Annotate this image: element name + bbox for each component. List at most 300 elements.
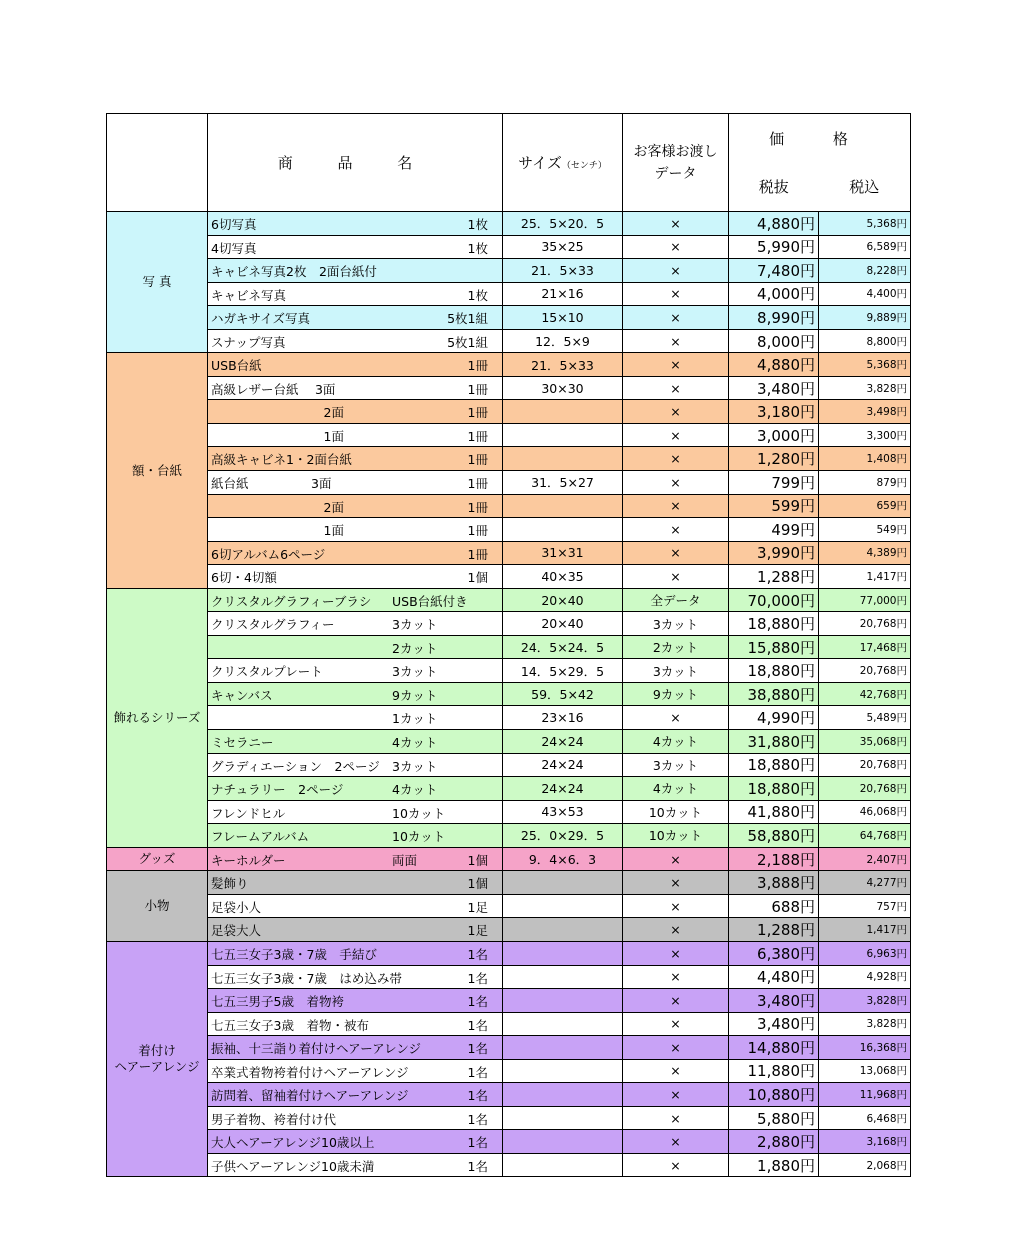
price-tax-excluded: 7,480円 bbox=[729, 259, 819, 283]
price-tax-included: 879円 bbox=[819, 471, 911, 495]
price-tax-included: 4,389円 bbox=[819, 541, 911, 565]
product-name: 1面 bbox=[211, 523, 344, 539]
price-tax-included: 13,068円 bbox=[819, 1059, 911, 1083]
size-cell bbox=[503, 989, 623, 1013]
price-tax-excluded: 688円 bbox=[729, 894, 819, 918]
product-name: グラディエーション 2ページ bbox=[211, 758, 380, 774]
size-cell bbox=[503, 1083, 623, 1107]
price-tax-included: 11,968円 bbox=[819, 1083, 911, 1107]
price-tax-excluded: 499円 bbox=[729, 518, 819, 542]
product-name: 足袋小人 bbox=[211, 899, 262, 915]
product-name-cell bbox=[208, 941, 503, 965]
delivery-data-cell: × bbox=[623, 541, 729, 565]
header-product-name: 商 品 名 bbox=[208, 114, 503, 212]
delivery-data-cell: × bbox=[623, 1012, 729, 1036]
category-label bbox=[107, 212, 208, 353]
price-tax-excluded: 1,288円 bbox=[729, 918, 819, 942]
product-name-cell bbox=[208, 494, 503, 518]
product-quantity: 5枚1組 bbox=[447, 311, 488, 327]
price-tax-included: 8,800円 bbox=[819, 329, 911, 353]
size-cell bbox=[503, 1012, 623, 1036]
product-name: 髪飾り bbox=[211, 876, 249, 892]
product-name-cell bbox=[208, 212, 503, 236]
product-name: ハガキサイズ写真 bbox=[211, 311, 311, 327]
size-cell: 24×24 bbox=[503, 777, 623, 801]
table-row bbox=[107, 1036, 911, 1060]
delivery-data-cell: × bbox=[623, 471, 729, 495]
header-size bbox=[503, 114, 623, 212]
header-size-unit: （センチ） bbox=[561, 161, 607, 171]
product-quantity: 1名 bbox=[467, 970, 488, 986]
delivery-data-cell: 全データ bbox=[623, 588, 729, 612]
product-quantity: 1名 bbox=[467, 1111, 488, 1127]
product-name: 足袋大人 bbox=[211, 923, 262, 939]
size-cell: 35×25 bbox=[503, 235, 623, 259]
price-tax-excluded: 18,880円 bbox=[729, 753, 819, 777]
price-tax-excluded: 31,880円 bbox=[729, 730, 819, 754]
price-tax-included: 3,828円 bbox=[819, 989, 911, 1013]
product-quantity: 1冊 bbox=[467, 381, 488, 397]
table-row bbox=[107, 800, 911, 824]
delivery-data-cell: × bbox=[623, 1130, 729, 1154]
table-row bbox=[107, 659, 911, 683]
delivery-data-cell: × bbox=[623, 989, 729, 1013]
product-name-cell bbox=[208, 471, 503, 495]
price-tax-excluded: 18,880円 bbox=[729, 612, 819, 636]
category-label-line: ヘアーアレンジ bbox=[114, 1059, 200, 1075]
header-category bbox=[107, 114, 208, 212]
product-name-cell bbox=[208, 612, 503, 636]
header-data-line2: データ bbox=[654, 165, 697, 182]
table-row bbox=[107, 730, 911, 754]
table-row bbox=[107, 894, 911, 918]
product-name: USB台紙 bbox=[211, 358, 262, 374]
price-tax-included: 6,963円 bbox=[819, 941, 911, 965]
table-row bbox=[107, 1106, 911, 1130]
header-price-label: 価 格 bbox=[769, 129, 870, 148]
product-quantity: 1冊 bbox=[467, 523, 488, 539]
price-tax-excluded: 4,990円 bbox=[729, 706, 819, 730]
product-name: 6切・4切額 bbox=[211, 570, 277, 586]
price-tax-excluded: 3,000円 bbox=[729, 423, 819, 447]
size-cell bbox=[503, 518, 623, 542]
size-cell: 23×16 bbox=[503, 706, 623, 730]
price-tax-included: 3,300円 bbox=[819, 423, 911, 447]
product-quantity: 1枚 bbox=[467, 217, 488, 232]
product-name: 振袖、十三詣り着付けヘアーアレンジ bbox=[211, 1041, 422, 1057]
price-tax-included: 5,368円 bbox=[819, 353, 911, 377]
price-tax-excluded: 18,880円 bbox=[729, 777, 819, 801]
delivery-data-cell: × bbox=[623, 306, 729, 330]
price-tax-included: 3,498円 bbox=[819, 400, 911, 424]
price-tax-excluded: 3,180円 bbox=[729, 400, 819, 424]
size-cell bbox=[503, 423, 623, 447]
price-tax-excluded: 3,480円 bbox=[729, 376, 819, 400]
product-name-cell bbox=[208, 447, 503, 471]
delivery-data-cell: × bbox=[623, 871, 729, 895]
delivery-data-cell: × bbox=[623, 235, 729, 259]
product-name: 七五三女子3歳 着物・被布 bbox=[211, 1017, 369, 1033]
delivery-data-cell: × bbox=[623, 1036, 729, 1060]
product-name: 高級キャビネ1・2面台紙 bbox=[211, 452, 352, 468]
size-cell: 24×24 bbox=[503, 730, 623, 754]
product-variant: 10カット bbox=[392, 829, 446, 845]
product-variant: 両面 bbox=[392, 852, 418, 868]
size-cell bbox=[503, 1059, 623, 1083]
price-tax-included: 64,768円 bbox=[819, 824, 911, 848]
table-body bbox=[107, 212, 911, 1177]
table-row bbox=[107, 541, 911, 565]
price-tax-excluded: 11,880円 bbox=[729, 1059, 819, 1083]
product-name: 七五三女子3歳・7歳 手結び bbox=[211, 946, 377, 962]
table-row bbox=[107, 1059, 911, 1083]
product-quantity: 1冊 bbox=[467, 476, 488, 492]
delivery-data-cell: 2カット bbox=[623, 635, 729, 659]
product-quantity: 1名 bbox=[467, 994, 488, 1010]
product-quantity: 1名 bbox=[467, 1088, 488, 1104]
table-row bbox=[107, 635, 911, 659]
product-variant: 3カット bbox=[392, 617, 438, 633]
table-row bbox=[107, 753, 911, 777]
delivery-data-cell: × bbox=[623, 423, 729, 447]
price-tax-excluded: 15,880円 bbox=[729, 635, 819, 659]
size-cell: 40×35 bbox=[503, 565, 623, 589]
product-name: 2面 bbox=[211, 405, 344, 421]
price-tax-excluded: 4,880円 bbox=[729, 212, 819, 236]
product-variant: 4カット bbox=[392, 782, 438, 798]
product-name: 男子着物、袴着付け代 bbox=[211, 1111, 337, 1127]
product-name-cell bbox=[208, 1059, 503, 1083]
price-tax-included: 16,368円 bbox=[819, 1036, 911, 1060]
price-tax-included: 4,277円 bbox=[819, 871, 911, 895]
product-name: 七五三男子5歳 着物袴 bbox=[211, 994, 344, 1010]
product-name-cell bbox=[208, 235, 503, 259]
table-row bbox=[107, 518, 911, 542]
size-cell: 15×10 bbox=[503, 306, 623, 330]
delivery-data-cell: 4カット bbox=[623, 730, 729, 754]
delivery-data-cell: × bbox=[623, 1059, 729, 1083]
delivery-data-cell: 3カット bbox=[623, 753, 729, 777]
product-name: クリスタルグラフィー bbox=[211, 617, 335, 633]
size-cell bbox=[503, 1106, 623, 1130]
header-size-label: サイズ bbox=[518, 154, 562, 172]
price-tax-included: 77,000円 bbox=[819, 588, 911, 612]
price-tax-included: 5,489円 bbox=[819, 706, 911, 730]
price-tax-included: 1,408円 bbox=[819, 447, 911, 471]
delivery-data-cell: × bbox=[623, 941, 729, 965]
price-tax-excluded: 38,880円 bbox=[729, 682, 819, 706]
size-cell: 24．5×24．5 bbox=[503, 635, 623, 659]
product-name-cell bbox=[208, 541, 503, 565]
size-cell bbox=[503, 941, 623, 965]
size-cell: 30×30 bbox=[503, 376, 623, 400]
product-name: クリスタルプレート bbox=[211, 664, 323, 680]
delivery-data-cell: × bbox=[623, 1083, 729, 1107]
product-quantity: 1冊 bbox=[467, 358, 488, 374]
header-row bbox=[107, 114, 911, 163]
product-name: 6切写真 bbox=[211, 217, 257, 232]
price-tax-excluded: 8,990円 bbox=[729, 306, 819, 330]
category-label-line: 飾れるシリーズ bbox=[113, 709, 201, 725]
size-cell bbox=[503, 494, 623, 518]
size-cell: 20×40 bbox=[503, 612, 623, 636]
price-tax-included: 42,768円 bbox=[819, 682, 911, 706]
product-name-cell bbox=[208, 353, 503, 377]
product-name-cell bbox=[208, 659, 503, 683]
size-cell: 14．5×29．5 bbox=[503, 659, 623, 683]
product-name-cell bbox=[208, 306, 503, 330]
product-name: ナチュラリー 2ページ bbox=[211, 782, 344, 798]
table-row bbox=[107, 400, 911, 424]
table-row bbox=[107, 306, 911, 330]
product-name-cell bbox=[208, 1153, 503, 1177]
product-name-cell bbox=[208, 777, 503, 801]
price-tax-included: 2,407円 bbox=[819, 847, 911, 871]
table-row bbox=[107, 329, 911, 353]
product-quantity: 1枚 bbox=[467, 287, 488, 303]
product-name-cell bbox=[208, 682, 503, 706]
price-tax-excluded: 14,880円 bbox=[729, 1036, 819, 1060]
product-name: 七五三女子3歳・7歳 はめ込み帯 bbox=[211, 970, 402, 986]
product-variant: USB台紙付き bbox=[392, 593, 468, 609]
price-tax-included: 6,468円 bbox=[819, 1106, 911, 1130]
size-cell: 24×24 bbox=[503, 753, 623, 777]
price-tax-included: 3,168円 bbox=[819, 1130, 911, 1154]
price-tax-included: 17,468円 bbox=[819, 635, 911, 659]
product-name: ミセラニー bbox=[211, 735, 274, 751]
size-cell: 21．5×33 bbox=[503, 259, 623, 283]
product-name-cell bbox=[208, 400, 503, 424]
price-tax-excluded: 6,380円 bbox=[729, 941, 819, 965]
product-name-cell bbox=[208, 965, 503, 989]
product-name-cell bbox=[208, 376, 503, 400]
table-row bbox=[107, 989, 911, 1013]
product-name-cell bbox=[208, 706, 503, 730]
delivery-data-cell: × bbox=[623, 918, 729, 942]
price-tax-included: 6,589円 bbox=[819, 235, 911, 259]
table-row bbox=[107, 777, 911, 801]
size-cell bbox=[503, 1130, 623, 1154]
product-name: キャビネ写真 bbox=[211, 287, 287, 303]
delivery-data-cell: × bbox=[623, 494, 729, 518]
delivery-data-cell: × bbox=[623, 329, 729, 353]
price-tax-included: 4,928円 bbox=[819, 965, 911, 989]
size-cell bbox=[503, 918, 623, 942]
product-quantity: 1名 bbox=[467, 1041, 488, 1057]
table-row bbox=[107, 1153, 911, 1177]
price-tax-excluded: 4,480円 bbox=[729, 965, 819, 989]
size-cell bbox=[503, 1036, 623, 1060]
price-tax-excluded: 3,480円 bbox=[729, 989, 819, 1013]
table-row bbox=[107, 612, 911, 636]
price-tax-excluded: 70,000円 bbox=[729, 588, 819, 612]
product-name: キャンバス bbox=[211, 687, 273, 703]
size-cell: 20×40 bbox=[503, 588, 623, 612]
product-quantity: 1冊 bbox=[467, 452, 488, 468]
price-tax-included: 5,368円 bbox=[819, 212, 911, 236]
size-cell: 31．5×27 bbox=[503, 471, 623, 495]
delivery-data-cell: × bbox=[623, 282, 729, 306]
product-quantity: 1名 bbox=[467, 946, 488, 962]
delivery-data-cell: × bbox=[623, 376, 729, 400]
product-name-cell bbox=[208, 753, 503, 777]
size-cell: 43×53 bbox=[503, 800, 623, 824]
product-name-cell bbox=[208, 847, 503, 871]
price-tax-excluded: 5,880円 bbox=[729, 1106, 819, 1130]
product-quantity: 1名 bbox=[467, 1135, 488, 1151]
table-row bbox=[107, 847, 911, 871]
table-row bbox=[107, 1012, 911, 1036]
product-name: キーホルダー bbox=[211, 852, 286, 868]
product-name: フレンドヒル bbox=[211, 805, 286, 821]
product-name-cell bbox=[208, 1036, 503, 1060]
delivery-data-cell: 4カット bbox=[623, 777, 729, 801]
delivery-data-cell: × bbox=[623, 518, 729, 542]
price-tax-included: 20,768円 bbox=[819, 753, 911, 777]
table-row bbox=[107, 212, 911, 236]
price-tax-excluded: 4,880円 bbox=[729, 353, 819, 377]
product-name-cell bbox=[208, 588, 503, 612]
product-variant: 1カット bbox=[392, 711, 438, 727]
size-cell bbox=[503, 447, 623, 471]
price-tax-included: 8,228円 bbox=[819, 259, 911, 283]
table-row bbox=[107, 282, 911, 306]
product-quantity: 1個 bbox=[467, 852, 488, 868]
category-label-line: グッズ bbox=[138, 851, 176, 867]
price-tax-excluded: 1,288円 bbox=[729, 565, 819, 589]
header-price bbox=[729, 114, 911, 163]
price-tax-excluded: 799円 bbox=[729, 471, 819, 495]
product-quantity: 1枚 bbox=[467, 240, 488, 256]
size-cell: 9．4×6．3 bbox=[503, 847, 623, 871]
product-name-cell bbox=[208, 894, 503, 918]
size-cell: 25．0×29．5 bbox=[503, 824, 623, 848]
category-label-line: 小物 bbox=[144, 898, 170, 914]
table-row bbox=[107, 941, 911, 965]
category-label bbox=[107, 588, 208, 847]
product-name-cell bbox=[208, 824, 503, 848]
category-label bbox=[107, 941, 208, 1176]
price-tax-included: 3,828円 bbox=[819, 1012, 911, 1036]
category-label-line: 額・台紙 bbox=[131, 462, 182, 478]
price-tax-included: 20,768円 bbox=[819, 659, 911, 683]
size-cell bbox=[503, 894, 623, 918]
price-tax-excluded: 599円 bbox=[729, 494, 819, 518]
delivery-data-cell: × bbox=[623, 1106, 729, 1130]
delivery-data-cell: × bbox=[623, 353, 729, 377]
price-tax-excluded: 1,280円 bbox=[729, 447, 819, 471]
product-name: 2面 bbox=[211, 499, 344, 515]
delivery-data-cell: 10カット bbox=[623, 824, 729, 848]
price-tax-excluded: 5,990円 bbox=[729, 235, 819, 259]
price-tax-included: 20,768円 bbox=[819, 777, 911, 801]
product-quantity: 1個 bbox=[467, 876, 488, 892]
delivery-data-cell: × bbox=[623, 259, 729, 283]
product-name: 4切写真 bbox=[211, 240, 257, 256]
product-name-cell bbox=[208, 800, 503, 824]
table-row bbox=[107, 1130, 911, 1154]
product-quantity: 1足 bbox=[467, 899, 488, 915]
delivery-data-cell: 3カット bbox=[623, 659, 729, 683]
table-row bbox=[107, 235, 911, 259]
price-tax-excluded: 2,188円 bbox=[729, 847, 819, 871]
price-tax-included: 549円 bbox=[819, 518, 911, 542]
price-table bbox=[106, 113, 911, 1177]
category-label bbox=[107, 847, 208, 871]
price-tax-excluded: 18,880円 bbox=[729, 659, 819, 683]
product-name-cell bbox=[208, 871, 503, 895]
table-row bbox=[107, 871, 911, 895]
table-row bbox=[107, 447, 911, 471]
product-quantity: 1足 bbox=[467, 923, 488, 939]
table-row bbox=[107, 494, 911, 518]
product-quantity: 1個 bbox=[467, 570, 488, 586]
table-row bbox=[107, 1083, 911, 1107]
product-name-cell bbox=[208, 282, 503, 306]
price-tax-excluded: 41,880円 bbox=[729, 800, 819, 824]
table-row bbox=[107, 588, 911, 612]
product-name-cell bbox=[208, 918, 503, 942]
table-row bbox=[107, 965, 911, 989]
size-cell: 31×31 bbox=[503, 541, 623, 565]
price-tax-included: 20,768円 bbox=[819, 612, 911, 636]
header-delivery-data bbox=[623, 114, 729, 212]
table-row bbox=[107, 376, 911, 400]
product-name: 卒業式着物袴着付けヘアーアレンジ bbox=[211, 1064, 409, 1080]
product-variant: 3カット bbox=[392, 664, 438, 680]
table-row bbox=[107, 353, 911, 377]
product-name-cell bbox=[208, 259, 503, 283]
price-tax-excluded: 8,000円 bbox=[729, 329, 819, 353]
price-tax-excluded: 1,880円 bbox=[729, 1153, 819, 1177]
delivery-data-cell: × bbox=[623, 965, 729, 989]
product-variant: 2カット bbox=[392, 640, 438, 656]
product-name-cell bbox=[208, 1012, 503, 1036]
price-tax-excluded: 3,888円 bbox=[729, 871, 819, 895]
price-tax-excluded: 3,990円 bbox=[729, 541, 819, 565]
size-cell: 12．5×9 bbox=[503, 329, 623, 353]
table-row bbox=[107, 918, 911, 942]
delivery-data-cell: 10カット bbox=[623, 800, 729, 824]
price-tax-excluded: 58,880円 bbox=[729, 824, 819, 848]
price-tax-included: 4,400円 bbox=[819, 282, 911, 306]
product-name-cell bbox=[208, 518, 503, 542]
product-name: スナップ写真 bbox=[211, 334, 286, 350]
product-name-cell bbox=[208, 635, 503, 659]
product-name: 子供ヘアーアレンジ10歳未満 bbox=[211, 1158, 375, 1174]
size-cell: 21×16 bbox=[503, 282, 623, 306]
size-cell bbox=[503, 1153, 623, 1177]
table-row bbox=[107, 706, 911, 730]
product-name: 訪問着、留袖着付けヘアーアレンジ bbox=[211, 1088, 409, 1104]
product-name-cell bbox=[208, 423, 503, 447]
product-name: 高級レザー台紙 3面 bbox=[211, 381, 336, 397]
product-quantity: 1名 bbox=[467, 1064, 488, 1080]
header-tax-included: 税込 bbox=[819, 163, 911, 212]
product-variant: 3カット bbox=[392, 758, 438, 774]
size-cell bbox=[503, 965, 623, 989]
product-name: フレームアルバム bbox=[211, 829, 310, 845]
category-label bbox=[107, 871, 208, 942]
size-cell bbox=[503, 400, 623, 424]
price-tax-included: 35,068円 bbox=[819, 730, 911, 754]
table-row bbox=[107, 423, 911, 447]
product-name: クリスタルグラフィーブラシ bbox=[211, 593, 372, 609]
product-name: 紙台紙 3面 bbox=[211, 476, 332, 492]
price-tax-excluded: 3,480円 bbox=[729, 1012, 819, 1036]
price-tax-included: 46,068円 bbox=[819, 800, 911, 824]
delivery-data-cell: × bbox=[623, 447, 729, 471]
